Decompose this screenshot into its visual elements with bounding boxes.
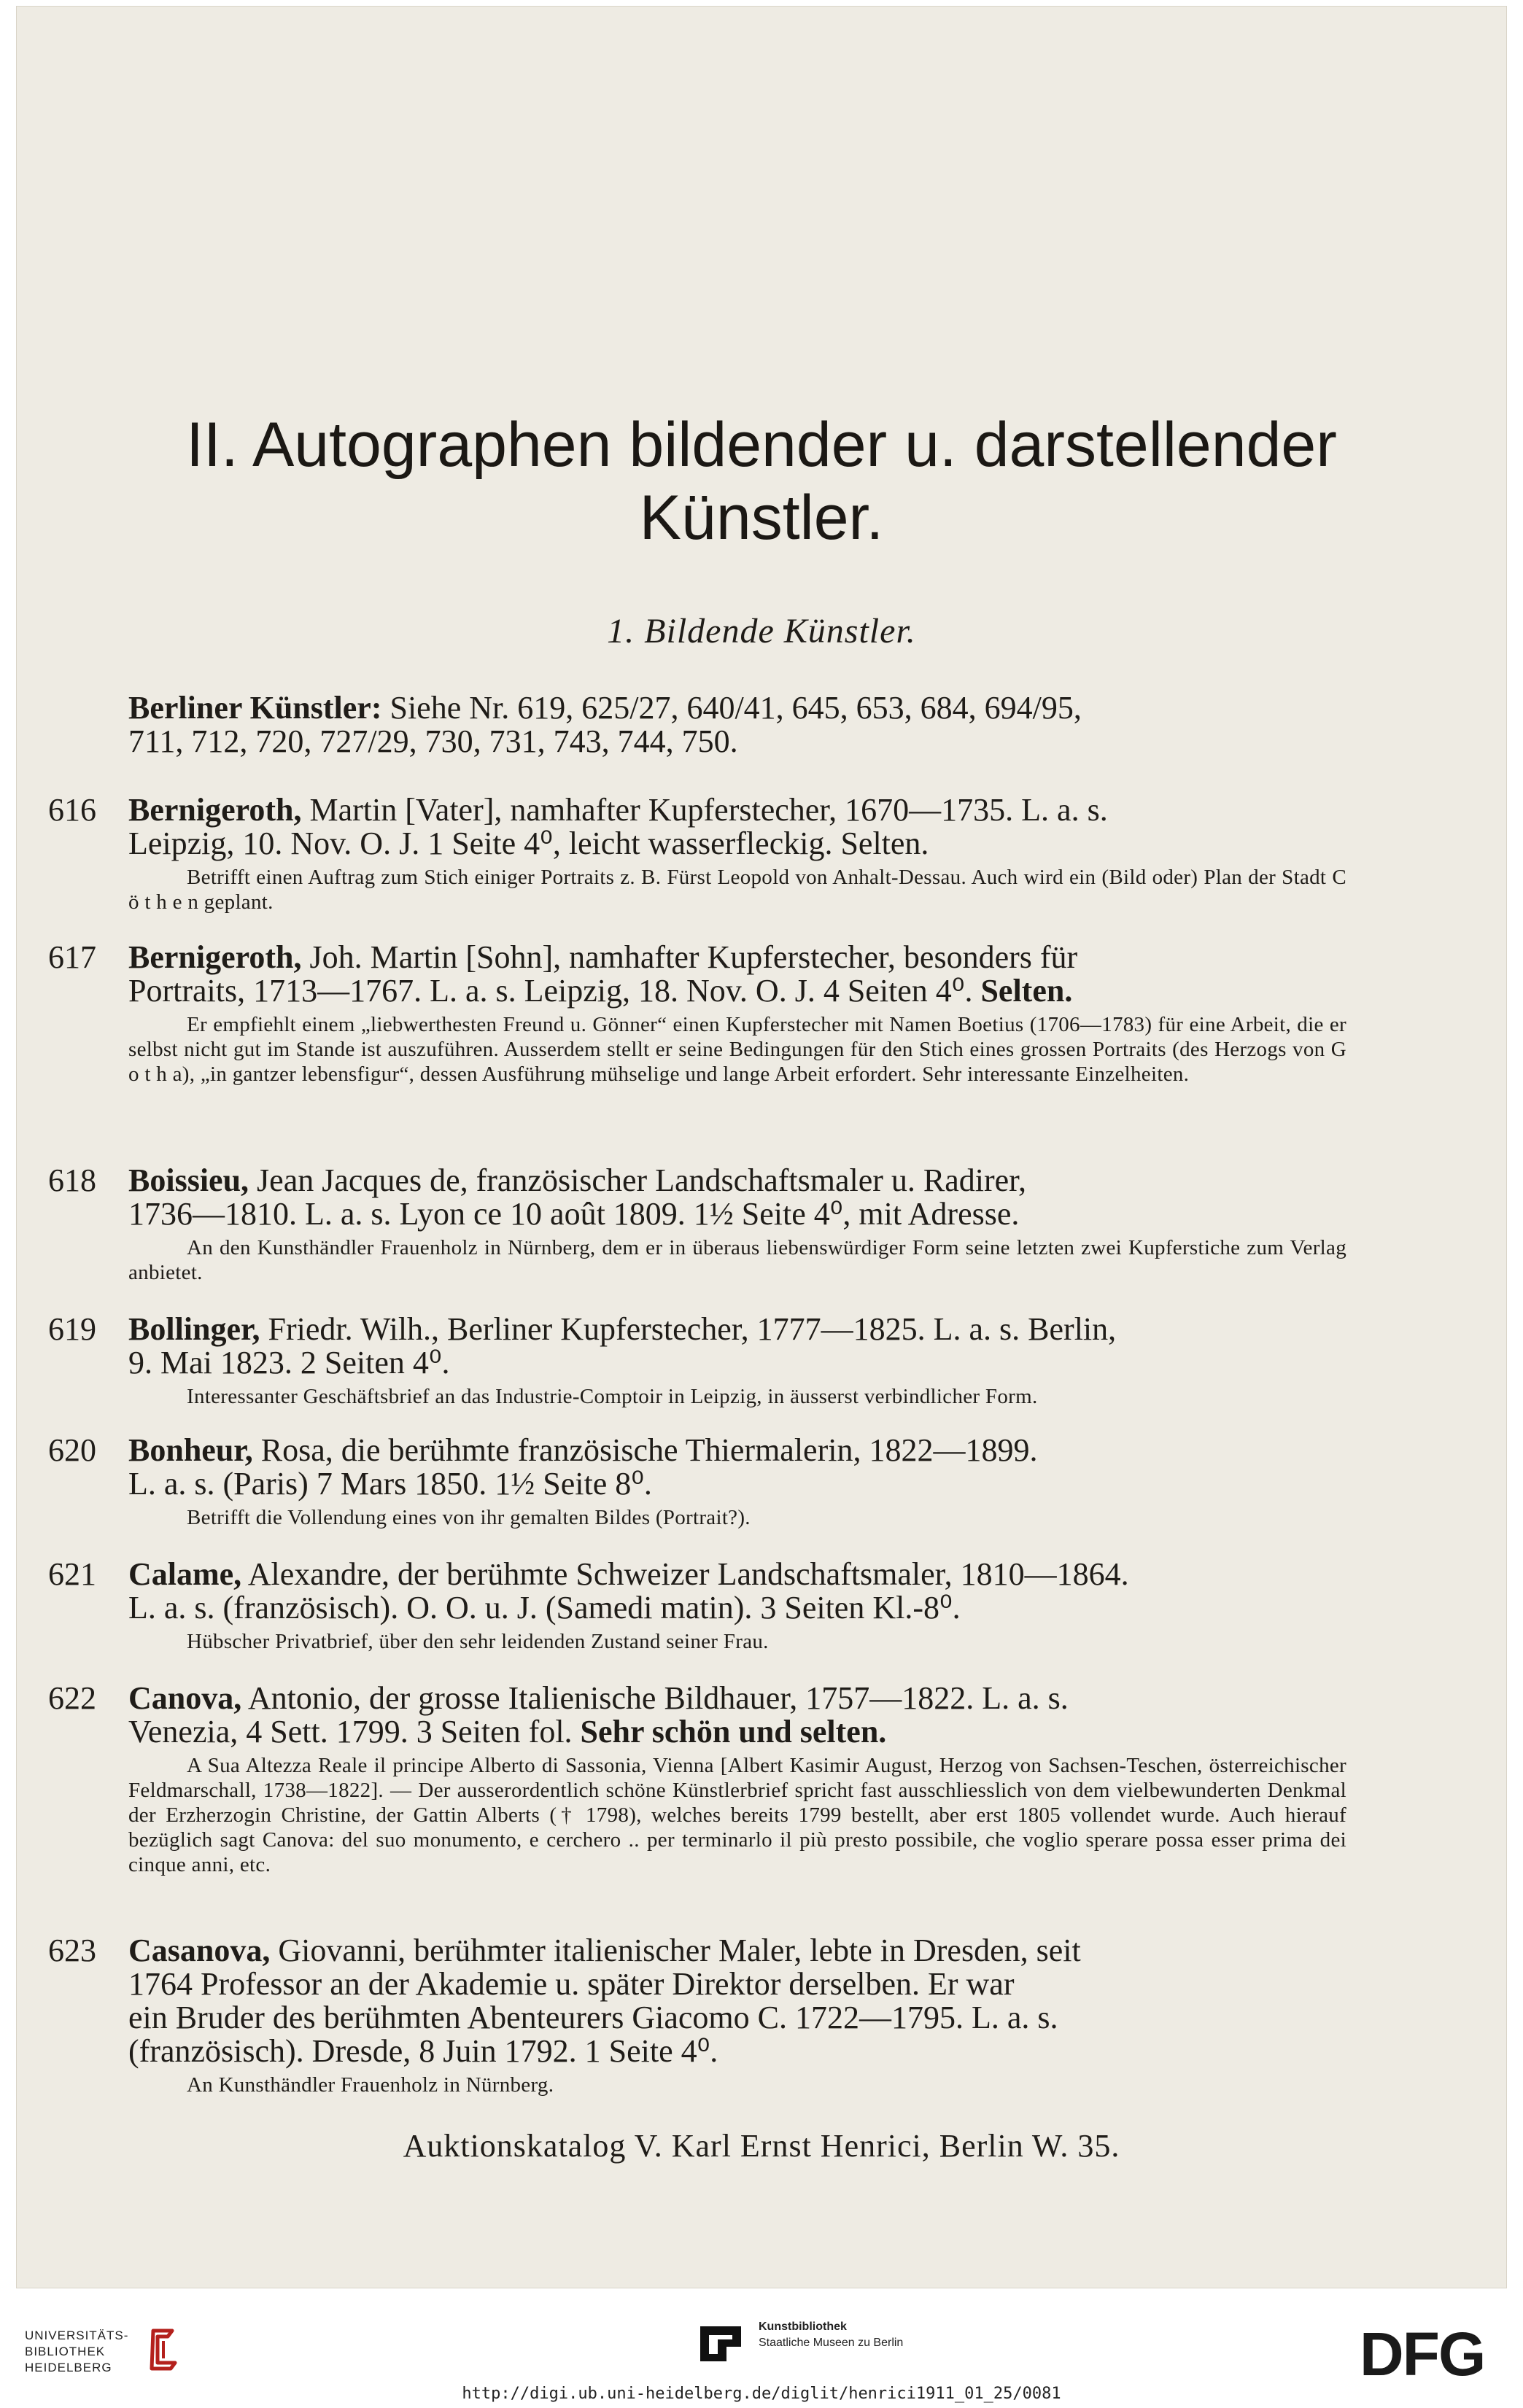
- entry-line: [128, 941, 1346, 974]
- catalog-footer: Auktionskatalog V. Karl Ernst Henrici, Berlin W. 35.: [403, 2128, 1120, 2164]
- catalog-entry-617: [48, 939, 1346, 1087]
- section-heading-line1: II. Autographen bildender u. darstellender: [186, 410, 1337, 480]
- catalog-entry-621: [48, 1556, 1346, 1654]
- entry-number: 618: [48, 1162, 96, 1198]
- catalog-entry-618: [48, 1162, 1346, 1285]
- kb-title: Kunstbibliothek: [759, 2320, 847, 2333]
- dfg-logo[interactable]: DFG: [1360, 2320, 1485, 2388]
- entry-text: Friedr. Wilh., Berliner Kupferstecher, 1777—1825. L. a. s. Berlin,: [260, 1311, 1117, 1347]
- entry-line: [128, 1682, 1346, 1715]
- entry-note: An den Kunsthändler Frauenholz in Nürnberg, dem er in überaus liebenswürdiger Form seine letzten zwei Kupferstiche zum Verlag anbietet.: [128, 1236, 1346, 1284]
- entry-number: 616: [48, 792, 96, 828]
- entry-name: Bernigeroth,: [128, 939, 302, 975]
- entry-line: [128, 793, 1346, 827]
- entry-line: [128, 1934, 1346, 1968]
- uni-logo-line: UNIVERSITÄTS-: [25, 2329, 129, 2342]
- entry-number: 619: [48, 1311, 96, 1347]
- entry-line: [128, 2001, 1346, 2035]
- entry-number: 617: [48, 939, 96, 975]
- entry-text: Giovanni, berühmter italienischer Maler, lebte in Dresden, seit: [270, 1933, 1081, 1968]
- entry-name: Bollinger,: [128, 1311, 260, 1347]
- entry-text: 1764 Professor an der Akademie u. später Direktor derselben. Er war: [128, 1966, 1015, 2002]
- entry-emphasis: Selten.: [972, 973, 1073, 1009]
- entry-text: Rosa, die berühmte französische Thiermalerin, 1822—1899.: [252, 1432, 1038, 1468]
- entry-note: Betrifft die Vollendung eines von ihr gemalten Bildes (Portrait?).: [187, 1506, 751, 1529]
- entry-number: 620: [48, 1432, 96, 1468]
- section-heading-line2: Künstler.: [639, 483, 884, 553]
- entry-text: 9. Mai 1823. 2 Seiten 4⁰.: [128, 1345, 450, 1380]
- catalog-entry-616: [48, 792, 1346, 914]
- entry-line: [128, 1197, 1346, 1231]
- show-through-text: [336, 175, 344, 212]
- entry-name: Bernigeroth,: [128, 792, 302, 828]
- entry-name: Boissieu,: [128, 1162, 249, 1198]
- entry-text: Martin [Vater], namhafter Kupferstecher, 1670—1735. L. a. s.: [301, 792, 1108, 828]
- entry-text: ein Bruder des berühmten Abenteurers Giacomo C. 1722—1795. L. a. s.: [128, 2000, 1058, 2035]
- subsection-heading: 1. Bildende Künstler.: [607, 612, 916, 650]
- entry-line: [128, 691, 1346, 725]
- entry-line: [128, 1558, 1346, 1591]
- entry-line: [128, 1164, 1346, 1197]
- entry-note: Interessanter Geschäftsbrief an das Industrie-Comptoir in Leipzig, in äusserst verbindlicher Form.: [187, 1385, 1038, 1408]
- entry-text: Portraits, 1713—1767. L. a. s. Leipzig, 18. Nov. O. J. 4 Seiten 4⁰.: [128, 973, 973, 1009]
- entry-line: [128, 1968, 1346, 2001]
- entry-text: Antonio, der grosse Italienische Bildhauer, 1757—1822. L. a. s.: [241, 1680, 1069, 1716]
- university-library-logo[interactable]: [25, 2328, 128, 2376]
- entry-line: [128, 1715, 1346, 1749]
- entry-line: [128, 1346, 1346, 1380]
- entry-line: [128, 1467, 1346, 1501]
- entry-name: Berliner Künstler:: [128, 690, 382, 726]
- entry-name: Bonheur,: [128, 1432, 253, 1468]
- entry-text: (französisch). Dresde, 8 Juin 1792. 1 Seite 4⁰.: [128, 2033, 718, 2069]
- uni-logo-line: HEIDELBERG: [25, 2361, 112, 2374]
- entry-note: Hübscher Privatbrief, über den sehr leidenden Zustand seiner Frau.: [187, 1630, 769, 1653]
- entry-text: Leipzig, 10. Nov. O. J. 1 Seite 4⁰, leicht wasserfleckig. Selten.: [128, 826, 929, 861]
- entry-text: Jean Jacques de, französischer Landschaftsmaler u. Radirer,: [249, 1162, 1027, 1198]
- entry-emphasis: Sehr schön und selten.: [572, 1714, 887, 1749]
- entry-text: L. a. s. (französisch). O. O. u. J. (Samedi matin). 3 Seiten Kl.-8⁰.: [128, 1590, 961, 1626]
- entry-text: Venezia, 4 Sett. 1799. 3 Seiten fol.: [128, 1714, 573, 1749]
- entry-note: Er empfiehlt einem „liebwerthesten Freund u. Gönner“ einen Kupferstecher mit Namen Boetius (1706—1783) für eine Arbeit, die er selbst nicht gut im Stande ist auszuführen. Ausserdem stellt er seine Bedingungen für den Stich eines grossen Portraits (des Herzogs von G o t h a), „in gantzer lebensfigur“, dessen Ausführung mühselige und lange Arbeit erfordert. Sehr interessante Einzelheiten.: [128, 1013, 1346, 1086]
- entry-line: [128, 827, 1346, 861]
- entry-line: [128, 725, 1346, 758]
- entry-text: Joh. Martin [Sohn], namhafter Kupferstecher, besonders für: [301, 939, 1078, 975]
- entry-name: Casanova,: [128, 1933, 271, 1968]
- entry-line: [128, 1591, 1346, 1625]
- entry-line: [128, 1434, 1346, 1467]
- catalog-entry: [128, 691, 1346, 758]
- entry-text: L. a. s. (Paris) 7 Mars 1850. 1½ Seite 8⁰.: [128, 1466, 652, 1502]
- entry-text: 1736—1810. L. a. s. Lyon ce 10 août 1809. 1½ Seite 4⁰, mit Adresse.: [128, 1196, 1020, 1232]
- entry-note: A Sua Altezza Reale il principe Alberto di Sassonia, Vienna [Albert Kasimir August, Herzog von Sachsen-Teschen, österreichischer Feldmarschall, 1738—1822]. — Der ausserordentlich schöne Künstlerbrief spricht fast ausschliesslich von dem vielbewunderten Denkmal der Erzherzogin Christine, der Gattin Alberts († 1798), welches bereits 1799 bestellt, aber erst 1805 vollendet wurde. Auch hierauf bezüglich sagt Canova: del suo monumento, e cerchero .. per terminarlo il più presto possibile, che voglio sperare possa esser prima dei cinque anni, etc.: [128, 1754, 1346, 1876]
- catalog-entry-620: [48, 1432, 1346, 1530]
- kunstbibliothek-logo[interactable]: [759, 2319, 903, 2351]
- permalink-url[interactable]: http://digi.ub.uni-heidelberg.de/diglit/henrici1911_01_25/0081: [462, 2385, 1061, 2403]
- entry-number: 622: [48, 1680, 96, 1716]
- entry-name: Calame,: [128, 1556, 242, 1592]
- catalog-entry-622: [48, 1680, 1346, 1877]
- catalog-entry-623: [48, 1933, 1346, 2097]
- entry-note: An Kunsthändler Frauenholz in Nürnberg.: [187, 2073, 554, 2097]
- library-emblem-icon: [143, 2326, 184, 2377]
- entry-line: [128, 974, 1346, 1008]
- kunstbibliothek-icon: [697, 2318, 744, 2368]
- catalog-entry-619: [48, 1311, 1346, 1409]
- entry-number: 623: [48, 1933, 96, 1968]
- entry-note: Betrifft einen Auftrag zum Stich einiger Portraits z. B. Fürst Leopold von Anhalt-Dessau. Auch wird ein (Bild oder) Plan der Stadt C ö t h e n geplant.: [128, 866, 1346, 914]
- entry-text: 711, 712, 720, 727/29, 730, 731, 743, 744, 750.: [128, 723, 738, 759]
- entry-text: Alexandre, der berühmte Schweizer Landschaftsmaler, 1810—1864.: [241, 1556, 1129, 1592]
- entry-text: Siehe Nr. 619, 625/27, 640/41, 645, 653, 684, 694/95,: [381, 690, 1082, 726]
- entry-name: Canova,: [128, 1680, 242, 1716]
- entry-line: [128, 1313, 1346, 1346]
- kb-subtitle: Staatliche Museen zu Berlin: [759, 2337, 904, 2349]
- entry-line: [128, 2035, 1346, 2068]
- entry-number: 621: [48, 1556, 96, 1592]
- uni-logo-line: BIBLIOTHEK: [25, 2345, 106, 2358]
